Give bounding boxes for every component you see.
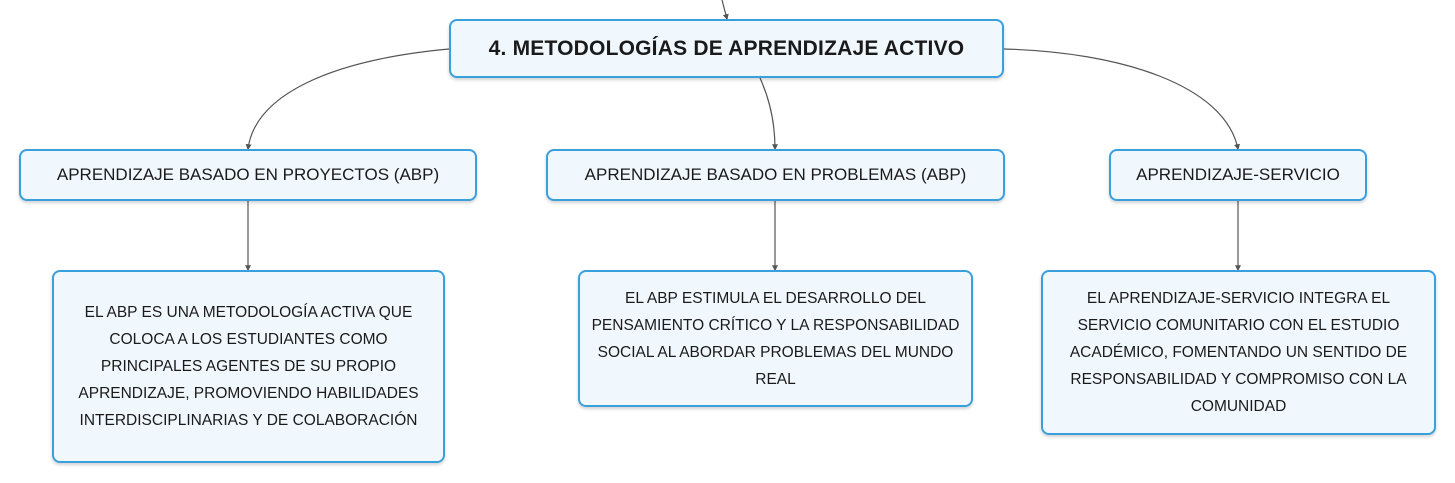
root-node-label: 4. METODOLOGÍAS DE APRENDIZAJE ACTIVO [488,36,965,60]
topic-node-servicio[interactable] [1109,149,1367,201]
description-node-problemas[interactable] [578,270,973,407]
connector-root-to-topic-3 [1004,49,1238,149]
root-node[interactable] [449,19,1004,78]
topic-node-proyectos[interactable] [19,149,477,201]
topic-node-label: APRENDIZAJE BASADO EN PROYECTOS (ABP) [56,165,440,184]
connector-root-to-topic-2 [760,78,775,149]
description-node-servicio[interactable] [1041,270,1436,435]
description-text: EL APRENDIZAJE-SERVICIO INTEGRA EL SERVICIO COMUNITARIO CON EL ESTUDIO ACADÉMICO, FOMENTANDO UN SENTIDO DE RESPONSABILIDAD Y COMPROMISO CON LA COMUNIDAD [1069,290,1408,415]
description-node-proyectos[interactable] [52,270,445,463]
connector-parent-to-root [722,0,727,19]
description-text: EL ABP ESTIMULA EL DESARROLLO DEL PENSAMIENTO CRÍTICO Y LA RESPONSABILIDAD SOCIAL AL ABORDAR PROBLEMAS DEL MUNDO REAL [591,289,960,388]
topic-node-problemas[interactable] [546,149,1005,201]
description-text: EL ABP ES UNA METODOLOGÍA ACTIVA QUE COLOCA A LOS ESTUDIANTES COMO PRINCIPALES AGENTES DE SU PROPIO APRENDIZAJE, PROMOVIENDO HABILIDADES INTERDISCIPLINARIAS Y DE COLABORACIÓN [78,304,419,429]
topic-node-label: APRENDIZAJE BASADO EN PROBLEMAS (ABP) [584,165,967,184]
connector-root-to-topic-1 [248,49,449,149]
topic-node-label: APRENDIZAJE-SERVICIO [1136,165,1340,184]
